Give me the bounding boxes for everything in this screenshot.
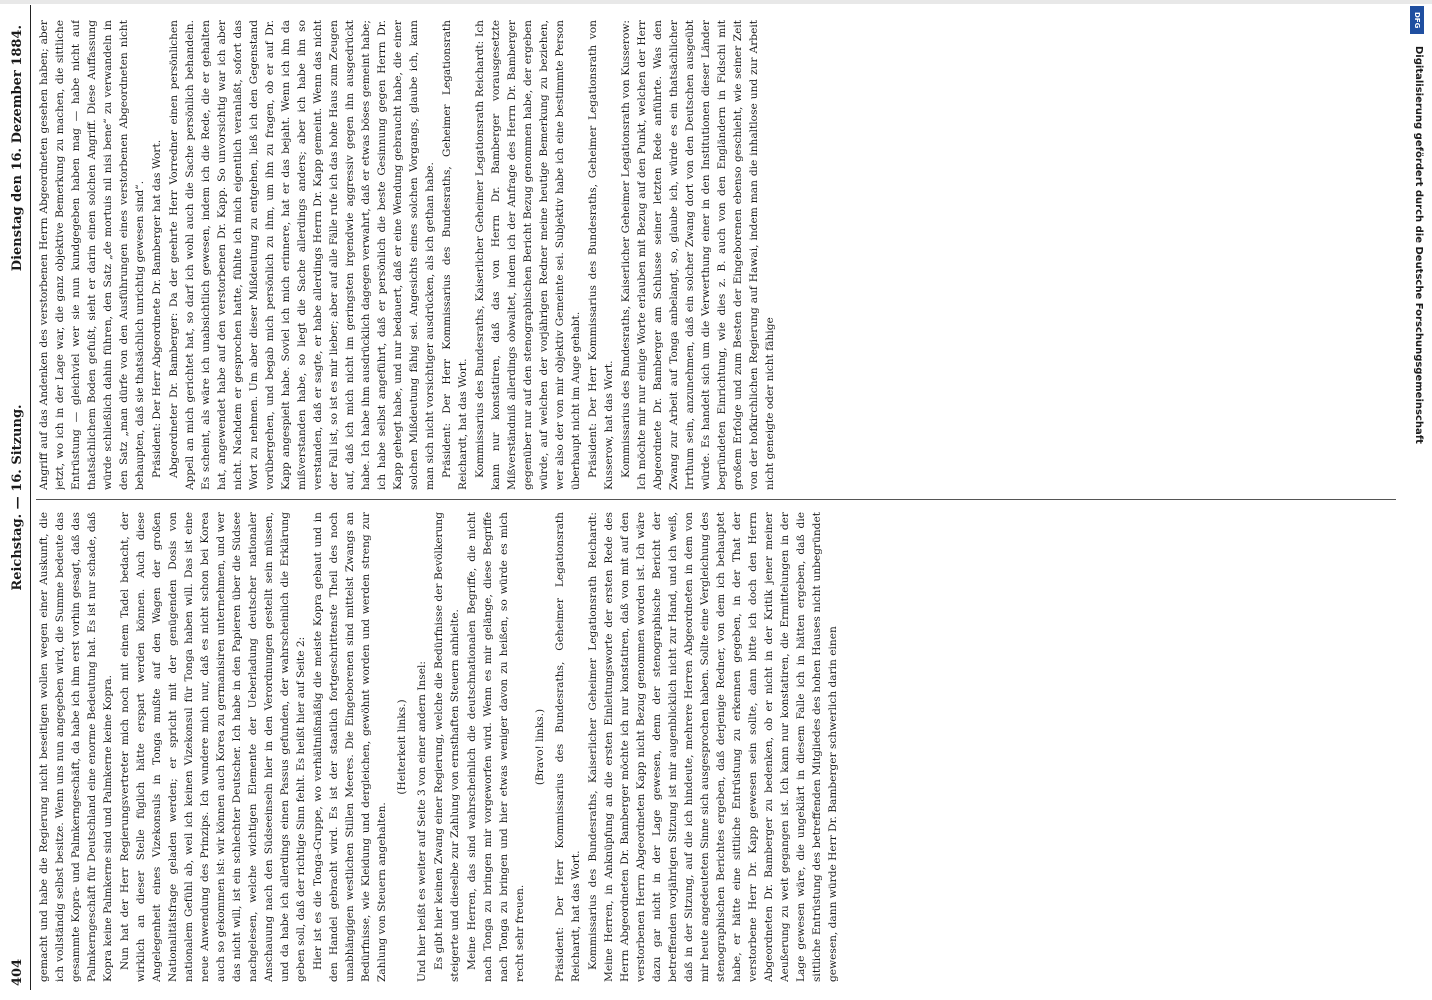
speech-paragraph: Kommissarius des Bundesraths, Kaiserlicher Geheimer Legationsrath Reichardt: Meine Herren, in Anknüpfung an die ersten Einleitungsworte der ersten Rede des Herrn Abgeordneten Dr. Bamberger möchte ich nur konstatiren, daß von mit auf den verstorbenen Herrn Abgeordneten Kapp nicht Bezug genommen worden ist. Ich wäre dazu gar nicht in der Lage gewesen, denn der stenographische Bericht der betreffenden vorjährigen Sitzung ist mir augenblicklich nicht zur Hand, und ich weiß, daß in der Sitzung, auf die ich hindeute, mehrere Herren Abgeordneten in dem von mir heute angedeuteten Sinne sich ausgesprochen haben. Sollte eine Vergleichung des stenographischen Berichtes ergeben, daß derjenige Redner, von dem ich behauptet habe, er hätte eine sittliche Entrüstung zu erkennen gegeben, in der That der verstorbene Herr Dr. Kapp gewesen sein sollte, dann bitte ich doch den Herrn Abgeordneten Dr. Bamberger zu bedenken, ob er nicht in der Kritik jener meiner Aeußerung zu weit gegangen ist. Ich kann nur konstatiren, die Ermittelungen in der Lage gewesen wäre, die ungeklärt in diesem Falle ich in hätten ergeben, daß die sittliche Entrüstung des betreffenden Mitgliedes des hohen Hauses nicht unbegründet gewesen, dann würde Herr Dr. Bamberger schwerlich darin einen bbox=[587, 512, 839, 982]
scan-edge bbox=[0, 0, 1432, 4]
session-title: Reichstag. — 16. Sitzung. bbox=[10, 404, 25, 591]
interjection: (Bravo! links.) bbox=[534, 708, 546, 786]
speech-paragraph: Abgeordneter Dr. Bamberger: Da der geehrte Herr Vorredner einen persönlichen Appell an mich gerichtet hat, so darf ich wohl auch die Sache persönlich behandeln. Es scheint, als wäre ich unabsichtlich gewesen, indem ich die Rede, die er gehalten hat, angewendet habe auf den verstorbenen Dr. Kapp. So unvorsichtig war ich aber nicht. Nachdem er gesprochen hatte, fühlte ich mich eigentlich veranlaßt, sofort das Wort zu nehmen. Um aber dieser Mißdeutung zu entgehen, ließ ich den Gegenstand vorübergehen, und begab mich persönlich zu ihm, um ihn zu fragen, ob er auf Dr. Kapp angespielt habe. Soviel ich mich erinnere, hat er das bejaht. Wenn ich ihn da mißverstanden habe, so liegt die Sache allerdings anders; aber ich habe ihn so verstanden, daß er sagte, er habe allerdings Herrn Dr. Kapp gemeint. Wenn das nicht der Fall ist, so ist es mir lieber; aber auf alle Fälle rufe ich das hohe Haus zum Zeugen auf, daß ich mich nicht im geringsten irgendwie aggressiv gegen ihn ausgedrückt habe. Ich habe ihm ausdrücklich dagegen verwahrt, daß er etwas böses gemeint habe; ich habe selbst angeführt, daß er persönlich die beste Gesinnung gegen Herrn Dr. Kapp gehegt habe, und nur bedauert, daß er eine Wendung gebraucht habe, die einer solchen Mißdeutung fähig sei. Angesichts eines solchen Vorgangs, glaube ich, kann man sich nicht vorsichtiger ausdrücken, als ich gethan habe. bbox=[168, 20, 436, 490]
paragraph: gemacht und habe die Regierung nicht beseitigen wollen wegen einer Auskunft, die ich vollständig selbst besitze. Wenn uns nun angegeben wird, die Summe bedeute das gesammte Kopra- und Palmkerngeschäft, da habe ich ihm erst vorhin gesagt, daß das Palmkerngeschäft für Deutschland eine enorme Bedeutung hat. Es ist nur schade, daß Kopra keine Palmkerne sind und Palmkerne keine Kopra. bbox=[38, 512, 114, 982]
page-number: 404 bbox=[10, 958, 25, 986]
paragraph: Und hier heißt es weiter auf Seite 3 von einer andern Insel: bbox=[416, 661, 428, 982]
speech-paragraph: Kommissarius des Bundesraths, Kaiserlicher Geheimer Legationsrath von Kusserow: Ich möchte mir nur einige Worte erlauben mit Bezug auf den Punkt, welchen der Herr Abgeordnete Dr. Bamberger am Schlusse seiner letzten Rede anführte. Was den Zwang zur Arbeit auf Tonga anbelangt, so, glaube ich, würde es ein thatsächlicher Irrthum sein, anzunehmen, daß ein solcher Zwang dort von den Deutschen ausgeübt würde. Es handelt sich um die Verwerthung einer in den Institutionen dieser Länder begründeten Einrichtung, wie dies z. B. auch von den Engländern in Fidschi mit großem Erfolge und zum Besten der Eingeborenen ebenso geschieht, wie seiner Zeit von der hofkirchlichen Regierung auf Hawai, indem man die inhaltlose und zur Arbeit nicht geneigte oder nicht fähige bbox=[620, 20, 776, 490]
credit-text: Digitalisierung gefördert durch die Deutsche Forschungsgemeinschaft bbox=[1413, 46, 1424, 444]
left-column bbox=[36, 512, 1396, 982]
interjection: (Heiterkeit links.) bbox=[396, 699, 408, 795]
right-column bbox=[36, 20, 1396, 490]
newspaper-page bbox=[8, 5, 1403, 990]
column-divider bbox=[36, 499, 1396, 500]
digitization-credit bbox=[1410, 6, 1424, 996]
paragraph: Nun hat der Herr Regierungsvertreter mich noch mit einem Tadel bedacht, der wirklich an dieser Stelle füglich hätte erspart werden können. Auch diese Angelegenheit eines Vizekonsuls in Tonga mußte auf den Wagen der großen Nationalitätsfrage geladen werden; er spricht mit der genügenden Dosis von nationalem Gefühl ab, weil ich keinen Vizekonsul für Tonga haben will. Das ist eine neue Anwendung des Prinzips. Ich wundere mich nur, daß es nicht schon bei Korea auch so gekommen ist: wir können auch Korea zu germanisiren unternehmen, und wer das nicht will, ist ein schlechter Deutscher. Ich habe in den Papieren über die Südsee nachgelesen, welche wichtigen Elemente der Ueberladung deutscher nationaler Anschauung nach den Südseeinseln hier in den Verordnungen gestellt sein müssen, und da habe ich allerdings einen Passus gefunden, der wahrscheinlich die Erklärung geben soll, daß der richtige Sinn fehlt. Es heißt hier auf Seite 2: bbox=[119, 512, 307, 982]
paragraph: Meine Herren, das sind wahrscheinlich die deutschnationalen Begriffe, die nicht nach Tonga zu bringen mir vorgeworfen wird. Wenn es mir gelänge, diese Begriffe nach Tonga zu bringen und hier etwas weniger davon zu heißen, so würde es mich recht sehr freuen. bbox=[466, 512, 526, 982]
speaker-paragraph: Präsident: Der Herr Kommissarius des Bundesraths, Geheimer Legationsrath Reichardt, hat das Wort. bbox=[554, 512, 582, 982]
quote-paragraph: Hier ist es die Tonga-Gruppe, wo verhältnißmäßig die meiste Kopra gebaut und in den Handel gebracht wird. Es ist der staatlich fortgeschrittenste Theil des noch unabhängigen westlichen Stillen Meeres. Die Eingeborenen sind mittelst Zwangs an Bedürfnisse, wie Kleidung und dergleichen, gewöhnt worden und werden streng zur Zahlung von Steuern angehalten. bbox=[312, 512, 388, 982]
quote-paragraph: Es gibt hier keinen Zwang einer Regierung, welche die Bedürfnisse der Bevölkerung steigerte und dieselbe zur Zahlung von ernsthaften Steuern anhielte. bbox=[433, 512, 461, 982]
text-columns bbox=[36, 5, 1396, 990]
dfg-logo-icon: DFG bbox=[1410, 6, 1424, 34]
speech-paragraph: Kommissarius des Bundesraths, Kaiserlicher Geheimer Legationsrath Reichardt: Ich kann nur konstatiren, daß das von Herrn Dr. Bamberger vorausgesetzte Mißverständniß allerdings obwaltet, indem ich der Anfrage des Herrn Dr. Bamberger gegenüber nur auf den stenographischen Bericht Bezug genommen habe, der ergeben würde, auf welchen der vorjährigen Redner meine heutige Bemerkung zu beziehen, wer also der von mir objektiv Gemeinte sei. Subjektiv habe ich eine bestimmte Person überhaupt nicht im Auge gehabt. bbox=[474, 20, 582, 490]
speaker-paragraph: Präsident: Der Herr Abgeordnete Dr. Bamberger hat das Wort. bbox=[151, 139, 163, 478]
speaker-paragraph: Präsident: Der Herr Kommissarius des Bundesraths, Geheimer Legationsrath Reichardt, hat das Wort. bbox=[441, 20, 469, 490]
page-header bbox=[8, 5, 31, 990]
paragraph: Angriff auf das Andenken des verstorbenen Herrn Abgeordneten gesehen haben; aber jetzt, wo ich in der Lage war, die ganz objektive Bemerkung zu machen, die sittliche Entrüstung — gleichviel wer sie nun kundgegeben haben mag — habe nicht auf thatsächlichem Boden gefußt, sieht er darin einen solchen Angriff. Diese Auffassung würde schließlich dahin führen, den Satz „de mortuis nil nisi bene“ zu verwandeln in den Satz „man dürfe von den Ausführungen eines verstorbenen Abgeordneten nicht behaupten, daß sie thatsächlich unrichtig gewesen sind“. bbox=[38, 20, 146, 490]
session-date: Dienstag den 16. Dezember 1884. bbox=[10, 25, 25, 272]
speaker-paragraph: Präsident: Der Herr Kommissarius des Bundesraths, Geheimer Legationsrath von Kusserow, hat das Wort. bbox=[587, 20, 615, 490]
